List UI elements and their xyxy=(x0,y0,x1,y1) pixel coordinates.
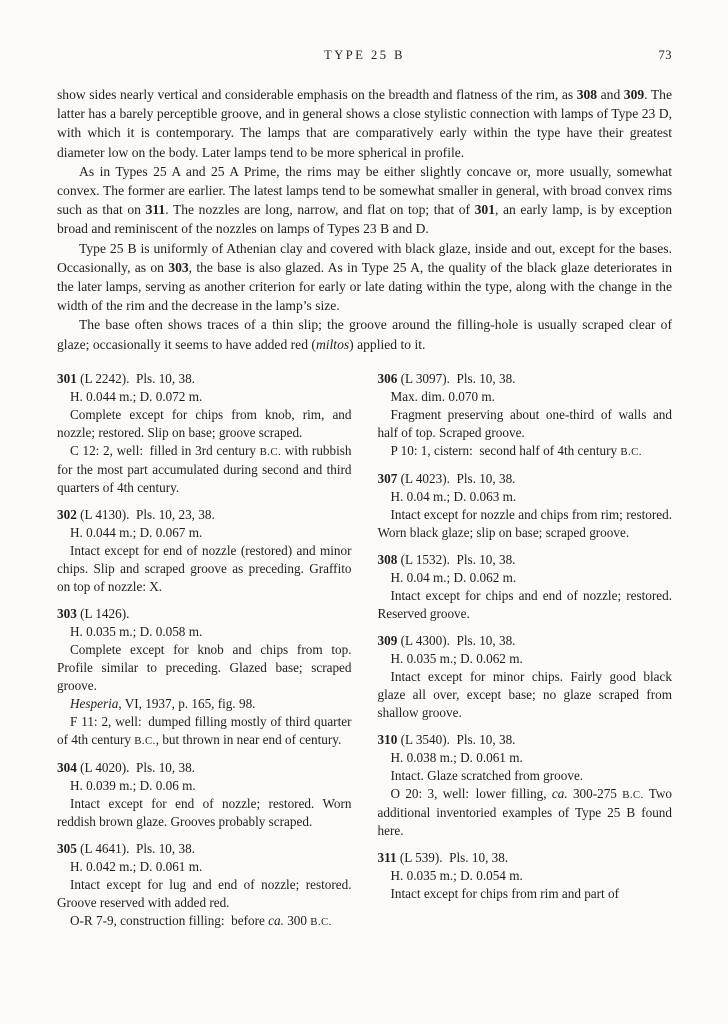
entry-paragraph xyxy=(378,587,673,623)
entry-paragraph xyxy=(57,641,352,695)
entry-paragraph xyxy=(378,506,673,542)
text-segment: Intact except for end of nozzle; restored. Worn reddish brown glaze. Grooves probably scraped. xyxy=(57,795,352,829)
entry-paragraph xyxy=(378,442,673,461)
text-segment: show sides nearly vertical and considerable emphasis on the breadth and flatness of the rim, as xyxy=(57,87,577,102)
text-segment: B.C. xyxy=(620,445,642,458)
entry-heading-rest: (L 1426). xyxy=(76,605,130,621)
entry-heading xyxy=(378,731,673,749)
entry-number: 311 xyxy=(377,849,397,865)
text-segment: Intact except for end of nozzle (restored) and minor chips. Slip and scraped groove as preceding. Graffito on top of nozzle: X. xyxy=(57,542,352,594)
text-segment: Type 25 B is uniformly of Athenian clay and covered with black glaze, inside and out, except for the bases. Occasionally, as on xyxy=(57,240,672,275)
text-segment: H. 0.035 m.; D. 0.054 m. xyxy=(390,867,523,883)
intro-section xyxy=(57,85,672,354)
catalog-entry xyxy=(57,605,352,750)
entry-heading xyxy=(378,370,673,388)
catalog-entry xyxy=(378,632,673,722)
intro-paragraph xyxy=(57,315,672,353)
catalog-entry xyxy=(378,731,673,840)
entry-heading-rest: (L 539). Pls. 10, 38. xyxy=(396,849,509,865)
entry-paragraph xyxy=(57,795,352,831)
entry-paragraph xyxy=(57,713,352,750)
entry-heading-rest: (L 4641). Pls. 10, 38. xyxy=(76,840,195,856)
text-segment: O 20: 3, well: lower filling, xyxy=(390,785,552,801)
text-segment: Intact. Glaze scratched from groove. xyxy=(390,767,584,783)
text-segment: Complete except for chips from knob, rim, and nozzle; restored. Slip on base; groove scraped. xyxy=(57,406,352,440)
intro-paragraph xyxy=(57,162,672,239)
text-segment: , an early lamp, is by exception broad and reminiscent of the nozzles on lamps of Types 23 B and D. xyxy=(57,202,672,237)
entry-number: 301 xyxy=(57,370,77,386)
text-segment: 308 xyxy=(576,87,598,102)
entry-paragraph xyxy=(378,488,673,506)
text-segment: H. 0.035 m.; D. 0.058 m. xyxy=(70,623,203,639)
entry-paragraph xyxy=(378,668,673,722)
entry-number: 309 xyxy=(377,632,398,648)
text-segment: H. 0.035 m.; D. 0.062 m. xyxy=(390,650,523,666)
entry-heading xyxy=(57,370,352,388)
entry-heading xyxy=(378,632,673,650)
text-segment: . The latter has a barely perceptible groove, and in general shows a close stylistic connection with lamps of Type 23 D, with which it is contemporary. The lamps that are comparatively early within the type have their greatest diameter low on the body. Later lamps tend to be more spherical in profile. xyxy=(57,87,672,160)
entry-heading-rest: (L 4130). Pls. 10, 23, 38. xyxy=(76,506,215,522)
entry-heading xyxy=(57,506,352,524)
text-segment: ca. xyxy=(551,785,568,801)
page-header xyxy=(57,48,672,63)
entry-heading-rest: (L 4300). Pls. 10, 38. xyxy=(397,632,516,648)
entry-paragraph xyxy=(57,858,352,876)
running-head: TYPE 25 B xyxy=(324,48,405,62)
text-segment: F 11: 2, well: dumped filling mostly of third quarter of 4th century xyxy=(57,713,352,747)
entry-heading xyxy=(57,605,352,623)
entry-number: 310 xyxy=(377,731,398,747)
catalog-section xyxy=(57,370,672,931)
text-segment: Max. dim. 0.070 m. xyxy=(390,388,495,404)
catalog-column-right xyxy=(378,370,673,931)
entry-paragraph xyxy=(378,388,673,406)
entry-paragraph xyxy=(378,569,673,587)
page-number: 73 xyxy=(658,48,672,62)
catalog-column-left xyxy=(57,370,352,931)
text-segment: Fragment preserving about one-third of walls and half of top. Scraped groove. xyxy=(377,406,672,440)
text-segment: . The nozzles are long, narrow, and flat on top; that of xyxy=(165,202,475,218)
entry-heading-rest: (L 1532). Pls. 10, 38. xyxy=(397,551,516,567)
text-segment: 309 xyxy=(623,87,645,102)
entry-paragraph xyxy=(57,777,352,795)
entry-paragraph xyxy=(57,695,352,713)
entry-number: 307 xyxy=(377,470,398,486)
text-segment: miltos xyxy=(315,336,350,352)
text-segment: B.C. xyxy=(259,445,282,458)
text-segment: H. 0.044 m.; D. 0.072 m. xyxy=(70,388,203,404)
entry-paragraph xyxy=(378,867,673,885)
entry-number: 306 xyxy=(377,370,398,386)
text-segment: O-R 7-9, construction filling: before xyxy=(70,912,269,928)
text-segment: H. 0.042 m.; D. 0.061 m. xyxy=(70,858,203,874)
entry-paragraph xyxy=(57,406,352,442)
entry-heading xyxy=(57,759,352,777)
text-segment: H. 0.039 m.; D. 0.06 m. xyxy=(70,777,196,793)
entry-heading-rest: (L 3097). Pls. 10, 38. xyxy=(397,370,516,386)
entry-heading-rest: (L 2242). Pls. 10, 38. xyxy=(76,370,195,386)
entry-heading xyxy=(378,470,673,488)
text-segment: As in Types 25 A and 25 A Prime, the rims may be either slightly concave or, more usually, somewhat convex. The former are earlier. The latest lamps tend to be somewhat smaller in general, with broad convex rims such as that on xyxy=(57,163,672,218)
catalog-entry xyxy=(57,840,352,931)
entry-paragraph xyxy=(378,749,673,767)
entry-paragraph xyxy=(57,388,352,406)
catalog-entry xyxy=(57,759,352,831)
text-segment: B.C. xyxy=(310,915,332,928)
text-segment: and xyxy=(597,87,624,102)
text-segment: Intact except for lug and end of nozzle; restored. Groove reserved with added red. xyxy=(57,876,352,910)
text-segment: 311 xyxy=(145,202,166,218)
text-segment: , the base is also glazed. As in Type 25 A, the quality of the black glaze deteriorates in the later lamps, serving as another criterion for early or late dating within the type, along with the change in the width of the rim and the decrease in the lamp’s size. xyxy=(57,259,673,314)
intro-paragraph xyxy=(57,239,672,316)
text-segment: Intact except for chips and end of nozzle; restored. Reserved groove. xyxy=(377,587,672,621)
catalog-entry xyxy=(57,506,352,596)
catalog-entry xyxy=(378,470,673,542)
catalog-entry xyxy=(378,849,673,903)
text-segment: H. 0.04 m.; D. 0.062 m. xyxy=(390,569,517,585)
intro-paragraph xyxy=(57,85,672,162)
text-segment: 300 xyxy=(283,912,311,928)
entry-heading-rest: (L 4023). Pls. 10, 38. xyxy=(397,470,516,486)
entry-number: 305 xyxy=(57,840,77,856)
text-segment: Intact except for chips from rim and part of xyxy=(390,885,619,901)
entry-paragraph xyxy=(57,542,352,596)
entry-heading xyxy=(378,849,673,867)
text-segment: Intact except for minor chips. Fairly good black glaze all over, except base; no glaze scraped from shallow groove. xyxy=(377,668,672,720)
text-segment: H. 0.038 m.; D. 0.061 m. xyxy=(390,749,523,765)
catalog-entry xyxy=(378,370,673,461)
text-segment: Intact except for nozzle and chips from rim; restored. Worn black glaze; slip on base; scraped groove. xyxy=(377,506,672,540)
entry-paragraph xyxy=(57,912,352,931)
text-segment: 303 xyxy=(168,259,189,275)
entry-paragraph xyxy=(378,767,673,785)
entry-number: 304 xyxy=(57,759,77,775)
entry-number: 303 xyxy=(57,605,77,621)
text-segment: ) applied to it. xyxy=(349,336,426,352)
text-segment: B.C. xyxy=(622,788,644,801)
text-segment: 300-275 xyxy=(567,785,623,801)
text-segment: Two additional inventoried examples of Type 25 B found here. xyxy=(377,785,672,838)
entry-paragraph xyxy=(57,876,352,912)
entry-heading-rest: (L 3540). Pls. 10, 38. xyxy=(397,731,516,747)
text-segment: H. 0.04 m.; D. 0.063 m. xyxy=(390,488,517,504)
text-segment: , but thrown in near end of century. xyxy=(155,731,342,747)
text-segment: P 10: 1, cistern: second half of 4th century xyxy=(390,442,621,458)
text-segment: Complete except for knob and chips from top. Profile similar to preceding. Glazed base; scraped groove. xyxy=(57,641,352,693)
entry-paragraph xyxy=(57,623,352,641)
catalog-entry xyxy=(378,551,673,623)
entry-paragraph xyxy=(57,524,352,542)
entry-paragraph xyxy=(378,650,673,668)
text-segment: , VI, 1937, p. 165, fig. 98. xyxy=(118,695,256,711)
entry-heading xyxy=(57,840,352,858)
entry-number: 308 xyxy=(377,551,398,567)
entry-number: 302 xyxy=(57,506,77,522)
text-segment: B.C. xyxy=(134,734,156,747)
entry-paragraph xyxy=(378,406,673,442)
text-segment: H. 0.044 m.; D. 0.067 m. xyxy=(70,524,203,540)
text-segment: C 12: 2, well: filled in 3rd century xyxy=(70,442,260,458)
text-segment: The base often shows traces of a thin slip; the groove around the filling-hole is usually scraped clear of glaze; occasionally it seems to have added red ( xyxy=(57,317,672,352)
entry-paragraph xyxy=(378,785,673,840)
catalog-entry xyxy=(57,370,352,497)
text-segment: with rubbish for the most part accumulated during second and third quarters of 4th century. xyxy=(57,442,352,495)
text-segment: Hesperia xyxy=(70,695,119,711)
entry-paragraph xyxy=(378,885,673,903)
text-segment: 301 xyxy=(474,202,496,218)
entry-paragraph xyxy=(57,442,352,497)
text-segment: ca. xyxy=(268,912,284,928)
entry-heading-rest: (L 4020). Pls. 10, 38. xyxy=(76,759,195,775)
entry-heading xyxy=(378,551,673,569)
